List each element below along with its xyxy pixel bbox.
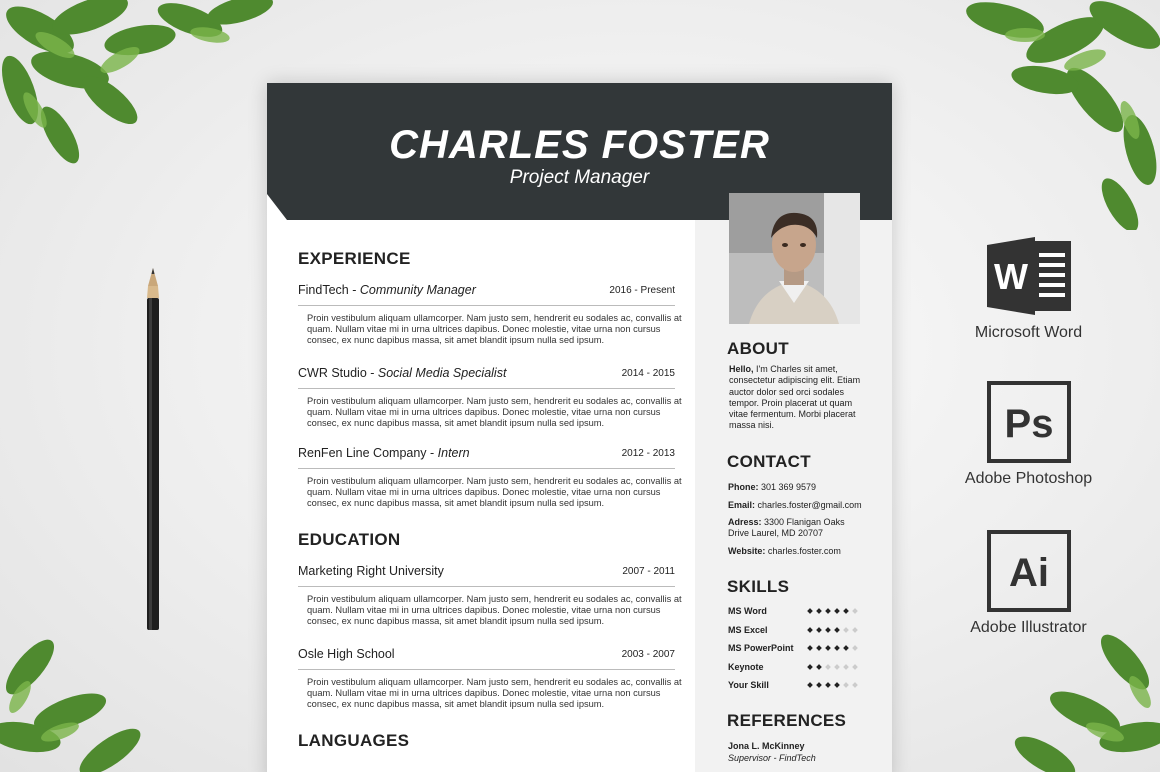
skill-dot-empty: [825, 664, 831, 670]
contact-value: charles.foster@gmail.com: [755, 500, 862, 510]
experience-org: FindTech: [298, 283, 349, 297]
skill-dot-filled: [843, 645, 849, 651]
leaves-bottom-left: [0, 627, 155, 772]
experience-title: [298, 446, 470, 460]
section-title-skills: SKILLS: [727, 577, 790, 596]
education-dates: 2003 - 2007: [621, 649, 675, 660]
skill-dot-empty: [843, 682, 849, 688]
skill-dot-filled: [825, 627, 831, 633]
word-icon: [987, 237, 1073, 315]
skill-dot-filled: [834, 627, 840, 633]
section-title-education: EDUCATION: [298, 530, 401, 549]
skill-rating: [808, 626, 864, 636]
skill-dot-empty: [852, 608, 858, 614]
skill-dot-empty: [843, 664, 849, 670]
experience-entry-header: [298, 366, 675, 384]
about-text: [729, 364, 864, 432]
contact-label: Phone:: [728, 482, 759, 492]
resume-sheet: [267, 83, 892, 772]
illustrator-icon-letter: Ai: [1009, 551, 1049, 595]
experience-separator: -: [366, 366, 378, 380]
app-label: Microsoft Word: [974, 324, 1083, 341]
education-description: Proin vestibulum aliquam ullamcorper. Nam justo sem, hendrerit eu sodales ac, convallis at quam. Nullam vitae mi in urna ultrices dapibus. Donec molestie, vitae urna non cursus consec, ex nunc dapibus massa, sit amet blandit ipsum nulla sed ipsum.: [307, 594, 682, 626]
skill-dot-filled: [834, 608, 840, 614]
skill-rating: [808, 663, 864, 673]
experience-title: [298, 366, 506, 380]
skill-dot-empty: [834, 664, 840, 670]
experience-separator: -: [426, 446, 438, 460]
experience-entry-header: [298, 446, 675, 464]
section-title-about: ABOUT: [727, 339, 789, 358]
about-lead: Hello,: [729, 364, 754, 374]
contact-email: [728, 500, 868, 511]
education-school: Marketing Right University: [298, 564, 444, 578]
app-label: Adobe Photoshop: [964, 470, 1093, 487]
about-body: I'm Charles sit amet, consectetur adipiscing elit. Etiam auctor dolor sed orci sodales tempor. Proin placerat ut quam vitae fermentum. Morbi placerat massa nisi.: [729, 364, 861, 431]
skill-dot-filled: [816, 608, 822, 614]
entry-divider: [298, 468, 675, 469]
illustrator-icon: [987, 530, 1071, 612]
skill-dot-filled: [816, 645, 822, 651]
skill-row: [728, 662, 863, 674]
skill-dot-filled: [807, 664, 813, 670]
experience-separator: -: [348, 283, 360, 297]
skill-dot-filled: [825, 608, 831, 614]
leaves-top-right: [945, 0, 1160, 230]
skill-dot-filled: [807, 627, 813, 633]
photoshop-icon-letter: Ps: [1004, 402, 1054, 446]
entry-divider: [298, 586, 675, 587]
skill-dot-filled: [834, 645, 840, 651]
skill-dot-filled: [834, 682, 840, 688]
education-dates: 2007 - 2011: [622, 566, 675, 577]
contact-phone: [728, 482, 868, 493]
photoshop-icon: [987, 381, 1071, 463]
experience-dates: 2016 - Present: [609, 285, 675, 296]
section-title-contact: CONTACT: [727, 452, 811, 471]
contact-value: charles.foster.com: [765, 546, 841, 556]
experience-entry-header: [298, 283, 675, 301]
skill-dot-filled: [816, 627, 822, 633]
education-entry-header: [298, 564, 675, 582]
entry-divider: [298, 388, 675, 389]
skill-name: MS PowerPoint: [728, 643, 794, 653]
reference-title: Supervisor - FindTech: [728, 753, 816, 763]
pencil: [142, 268, 164, 633]
app-label: Adobe Illustrator: [970, 619, 1087, 636]
skill-rating: [808, 681, 864, 691]
reference-name: Jona L. McKinney: [728, 741, 805, 751]
skill-row: [728, 643, 863, 655]
entry-divider: [298, 305, 675, 306]
skill-row: [728, 680, 863, 692]
contact-label: Website:: [728, 546, 766, 556]
leaves-top-left: [0, 0, 300, 180]
skill-dot-filled: [807, 608, 813, 614]
word-icon-letter: W: [994, 256, 1028, 297]
contact-website: [728, 546, 868, 557]
skill-dot-empty: [843, 627, 849, 633]
education-description: Proin vestibulum aliquam ullamcorper. Nam justo sem, hendrerit eu sodales ac, convallis at quam. Nullam vitae mi in urna ultrices dapibus. Donec molestie, vitae urna non cursus consec, ex nunc dapibus massa, sit amet blandit ipsum nulla sed ipsum.: [307, 677, 682, 709]
skill-dot-empty: [852, 645, 858, 651]
app-badge-photoshop: [956, 381, 1101, 491]
skill-dot-empty: [852, 682, 858, 688]
skill-name: MS Excel: [728, 625, 768, 635]
skill-row: [728, 606, 863, 618]
resume-name: CHARLES FOSTER: [389, 123, 770, 167]
skill-dot-filled: [807, 682, 813, 688]
skill-dot-filled: [807, 645, 813, 651]
contact-address: [728, 517, 853, 540]
skill-dot-filled: [825, 682, 831, 688]
section-title-experience: EXPERIENCE: [298, 249, 411, 268]
header-fold: [267, 194, 287, 220]
leaves-bottom-right: [995, 622, 1160, 772]
experience-org: RenFen Line Company: [298, 446, 427, 460]
skill-row: [728, 625, 863, 637]
entry-divider: [298, 669, 675, 670]
skill-rating: [808, 607, 864, 617]
section-title-languages: LANGUAGES: [298, 731, 410, 750]
experience-position: Intern: [437, 446, 470, 460]
contact-value: 301 369 9579: [758, 482, 817, 492]
skill-dot-filled: [843, 608, 849, 614]
experience-dates: 2014 - 2015: [621, 368, 675, 379]
resume-role: Project Manager: [509, 167, 650, 188]
skill-dot-filled: [825, 645, 831, 651]
skill-dot-filled: [816, 682, 822, 688]
experience-title: [298, 283, 476, 297]
app-badge-illustrator: [956, 530, 1101, 640]
contact-label: Email:: [728, 500, 756, 510]
experience-org: CWR Studio: [298, 366, 367, 380]
contact-value: 3300 Flanigan Oaks Drive Laurel, MD 20707: [728, 517, 845, 539]
skill-rating: [808, 644, 864, 654]
languages-row: [298, 767, 675, 772]
skill-dot-filled: [816, 664, 822, 670]
skill-name: MS Word: [728, 606, 767, 616]
experience-description: Proin vestibulum aliquam ullamcorper. Nam justo sem, hendrerit eu sodales ac, convallis at quam. Nullam vitae mi in urna ultrices dapibus. Donec molestie, vitae urna non cursus consec, ex nunc dapibus massa, sit amet blandit ipsum nulla sed ipsum.: [307, 313, 682, 345]
skill-dot-empty: [852, 664, 858, 670]
experience-description: Proin vestibulum aliquam ullamcorper. Nam justo sem, hendrerit eu sodales ac, convallis at quam. Nullam vitae mi in urna ultrices dapibus. Donec molestie, vitae urna non cursus consec, ex nunc dapibus massa, sit amet blandit ipsum nulla sed ipsum.: [307, 476, 682, 508]
app-badge-word: [956, 237, 1101, 347]
skill-name: Keynote: [728, 662, 764, 672]
skill-name: Your Skill: [728, 680, 769, 690]
experience-dates: 2012 - 2013: [621, 448, 675, 459]
contact-label: Adress:: [728, 517, 762, 527]
education-entry-header: [298, 647, 675, 665]
experience-description: Proin vestibulum aliquam ullamcorper. Nam justo sem, hendrerit eu sodales ac, convallis at quam. Nullam vitae mi in urna ultrices dapibus. Donec molestie, vitae urna non cursus consec, ex nunc dapibus massa, sit amet blandit ipsum nulla sed ipsum.: [307, 396, 682, 428]
education-school: Osle High School: [298, 647, 395, 661]
experience-position: Social Media Specialist: [377, 366, 507, 380]
section-title-references: REFERENCES: [727, 711, 847, 730]
skill-dot-empty: [852, 627, 858, 633]
profile-photo: [729, 193, 860, 324]
experience-position: Community Manager: [359, 283, 476, 297]
